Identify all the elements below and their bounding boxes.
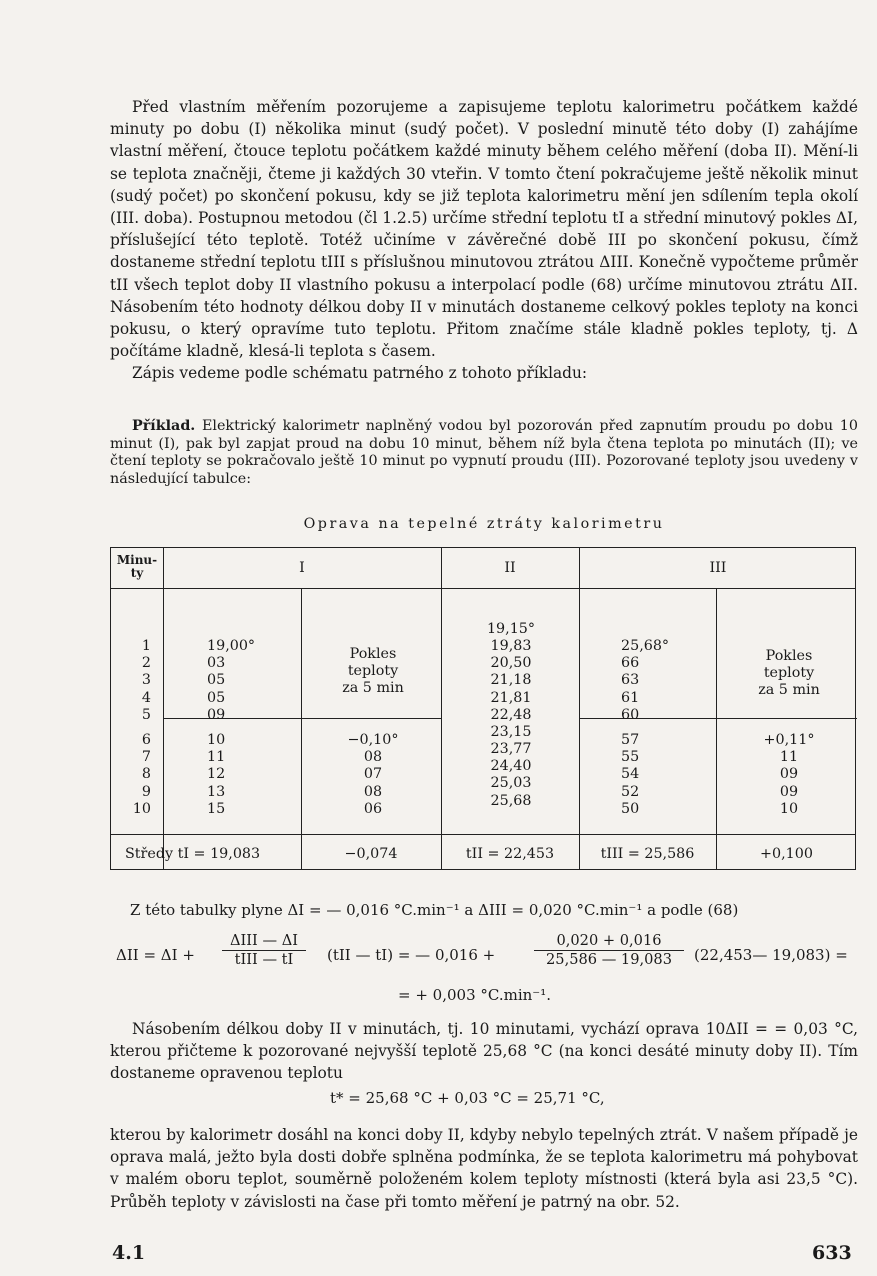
period1-cell: 05 xyxy=(207,672,226,689)
period1-cell: 19,00° xyxy=(207,638,256,654)
header-minutes: Minu- ty xyxy=(116,553,158,580)
period2-cell: 20,50 xyxy=(490,655,532,672)
data-table xyxy=(110,547,856,870)
example-paragraph xyxy=(110,418,858,488)
calc-mid: (tII — tI) = — 0,016 + xyxy=(327,946,496,964)
period3-cell: 63 xyxy=(621,672,640,689)
period3-drop-cell: 10 xyxy=(779,800,799,817)
period1-drops xyxy=(309,732,437,818)
period1-drop-cell: 08 xyxy=(363,783,383,800)
footer-means xyxy=(125,846,315,862)
period1-values xyxy=(207,638,287,818)
intro-block xyxy=(110,96,858,385)
period3-drop-cell: 09 xyxy=(779,766,799,783)
period2-cell: 21,18 xyxy=(490,672,532,689)
calc-tail: (22,453— 19,083) = xyxy=(694,946,848,964)
fraction-1-numerator: ΔIII — ΔI xyxy=(222,932,306,951)
period3-cell: 25,68° xyxy=(621,638,670,654)
section-number: 4.1 xyxy=(112,1242,146,1264)
scheme-paragraph: Zápis vedeme podle schématu patrného z tohoto příkladu: xyxy=(132,364,588,383)
minute-cell: 5 xyxy=(141,706,151,723)
period1-cell: 11 xyxy=(207,749,226,766)
period2-cell: 25,68 xyxy=(490,792,532,809)
fraction-1-denominator: tIII — tI xyxy=(234,951,294,968)
period2-cell: 24,40 xyxy=(490,758,532,775)
period3-values xyxy=(621,638,701,818)
correction-block-1 xyxy=(110,1018,858,1085)
period1-cell: 13 xyxy=(207,783,226,800)
minute-cell: 4 xyxy=(141,689,151,706)
minute-cell: 2 xyxy=(141,655,151,672)
period3-drops xyxy=(725,732,853,818)
period1-cell: 03 xyxy=(207,655,226,672)
example-label: Příklad. xyxy=(132,418,196,434)
correction-block-2 xyxy=(110,1124,858,1213)
fraction-1 xyxy=(222,932,306,969)
fraction-2-denominator: 25,586 — 19,083 xyxy=(546,951,672,968)
period2-values xyxy=(451,621,571,810)
header-period-1: I xyxy=(299,560,305,576)
period2-cell: 23,15 xyxy=(490,723,532,740)
minute-cell: 3 xyxy=(141,672,151,689)
fraction-2 xyxy=(534,932,684,969)
period1-cell: 15 xyxy=(207,800,226,817)
period1-cell: 10 xyxy=(207,731,226,748)
period2-cell: 21,81 xyxy=(490,689,532,706)
period3-drop-cell: 09 xyxy=(779,783,799,800)
correction-formula: t* = 25,68 °C + 0,03 °C = 25,71 °C, xyxy=(330,1089,605,1107)
table-caption: Oprava na tepelné ztráty kalorimetru xyxy=(303,516,665,532)
period2-cell: 23,77 xyxy=(490,741,532,758)
period3-drop-cell: +0,11° xyxy=(763,732,815,748)
footer-t3: tIII = 25,586 xyxy=(600,846,695,862)
footer-label: Středy xyxy=(125,846,174,862)
footer-d1: −0,074 xyxy=(344,846,398,862)
period3-cell: 60 xyxy=(621,706,640,723)
intro-paragraph: Před vlastním měřením pozorujeme a zapisujeme teplotu kalorimetru počátkem každé minuty po dobu (I) několika minut (sudý počet). V poslední minutě této doby (I) zahájíme vlastní měření, čtouce teplotu počátkem každé minuty během celého měření (doba II). Mění-li se teplota značněji, čteme ji každých 30 vteřin. V tomto čtení pokračujeme ještě několik minut (sudý počet) po skončení pokusu, kdy se již teplota kalorimetru mění jen sdílením tepla okolí (III. doba). Postupnou metodou (čl 1.2.5) určíme střední teplotu tI a střední minutový pokles ΔI, příslušející této teplotě. Totéž učiníme v závěrečné době III po skončení pokusu, čímž dostaneme střední teplotu tIII s příslušnou minutovou ztrátou ΔIII. Konečně vypočteme průměr tII všech teplot doby II vlastního pokusu a interpolací podle (68) určíme minutovou ztrátu ΔII. Násobením této hodnoty délkou doby II v minutách dostaneme celkový pokles teploty na konci pokusu, o který opravíme tuto teplotu. Přitom značíme stále kladně pokles teploty, tj. Δ počítáme kladně, klesá-li teplota s časem. xyxy=(110,98,858,361)
period1-cell: 09 xyxy=(207,706,226,723)
correction-paragraph-2: kterou by kalorimetr dosáhl na konci doby II, kdyby nebylo tepelných ztrát. V našem případě je oprava malá, ježto byla dosti dobře splněna podmínka, že se teplota kalorimetru má pohybovat v malém oboru teplot, souměrně položeném kolem teploty místnosti (která byla asi 23,5 °C). Průběh teploty v závislosti na čase při tomto měření je patrný na obr. 52. xyxy=(110,1126,858,1211)
minute-cell: 9 xyxy=(141,783,151,800)
period1-cell: 12 xyxy=(207,766,226,783)
minute-cell: 8 xyxy=(141,766,151,783)
calc-result: = + 0,003 °C.min⁻¹. xyxy=(398,986,551,1004)
fraction-2-numerator: 0,020 + 0,016 xyxy=(534,932,684,951)
period3-drop-label: Pokles teploty za 5 min xyxy=(758,648,820,699)
period1-drop-cell: 07 xyxy=(363,766,383,783)
period2-cell: 25,03 xyxy=(490,775,532,792)
minute-cell: 10 xyxy=(132,800,151,817)
period3-cell: 57 xyxy=(621,731,640,748)
period3-cell: 50 xyxy=(621,800,640,817)
period1-drop-cell: −0,10° xyxy=(347,732,399,748)
period3-cell: 52 xyxy=(621,783,640,800)
calc-line-1: Z této tabulky plyne ΔI = — 0,016 °C.min⁻¹ a ΔIII = 0,020 °C.min⁻¹ a podle (68) xyxy=(130,901,739,919)
calc-lhs: ΔII = ΔI + xyxy=(116,946,195,964)
period1-drop-label: Pokles teploty za 5 min xyxy=(342,646,404,697)
period3-drop-cell: 11 xyxy=(779,749,799,766)
period3-cell: 61 xyxy=(621,689,640,706)
footer-t1: tI = 19,083 xyxy=(177,846,261,862)
minute-cell: 1 xyxy=(141,638,151,654)
header-period-2: II xyxy=(504,560,516,576)
page-number: 633 xyxy=(812,1242,852,1264)
header-period-3: III xyxy=(709,560,727,576)
period3-cell: 55 xyxy=(621,749,640,766)
period2-cell: 19,15° xyxy=(486,620,536,637)
minute-cell: 7 xyxy=(141,749,151,766)
footer-d3: +0,100 xyxy=(760,846,813,862)
period3-cell: 54 xyxy=(621,766,640,783)
period3-cell: 66 xyxy=(621,655,640,672)
period2-cell: 19,83 xyxy=(490,637,532,654)
period1-drop-cell: 06 xyxy=(363,800,383,817)
minute-cell: 6 xyxy=(141,731,151,748)
footer-t2: tII = 22,453 xyxy=(465,846,555,862)
example-text: Elektrický kalorimetr naplněný vodou byl pozorován před zapnutím proudu po dobu 10 minut (I), pak byl zapjat proud na dobu 10 minut, během níž byla čtena teplota po minutách (II); ve čtení teploty se pokračovalo ještě 10 minut po vypnutí proudu (III). Pozorované teploty jsou uvedeny v následující tabulce: xyxy=(110,418,858,487)
period2-cell: 22,48 xyxy=(490,706,532,723)
period1-drop-cell: 08 xyxy=(363,749,383,766)
period1-cell: 05 xyxy=(207,689,226,706)
correction-paragraph-1: Násobením délkou doby II v minutách, tj. 10 minutami, vychází oprava 10ΔII = = 0,03 °C, kterou přičteme k pozorované nejvyšší teplotě 25,68 °C (na konci desáté minuty doby II). Tím dostaneme opravenou teplotu xyxy=(110,1020,858,1083)
example-block xyxy=(110,418,858,488)
minutes-column xyxy=(119,638,151,818)
